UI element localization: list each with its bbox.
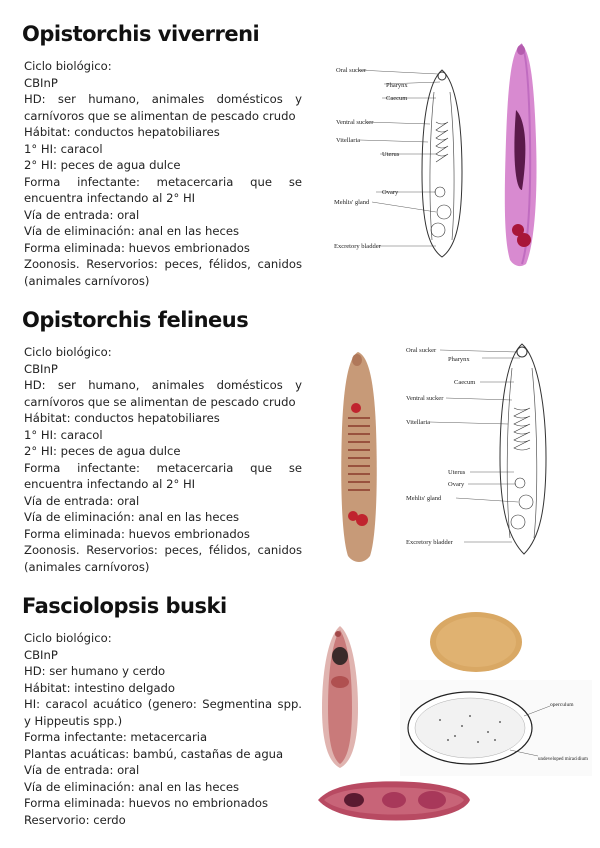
diagram-label: Ovary	[448, 481, 465, 488]
text-line: Vía de entrada: oral	[24, 207, 140, 222]
fluke-diagram	[332, 62, 482, 262]
section-title: Opistorchis felineus	[22, 308, 249, 332]
egg-label: operculum	[550, 702, 574, 708]
text-line: HD: ser humano, animales domésticos y carnívoros que se alimentan de pescado crudo	[24, 92, 302, 123]
text-line: Hábitat: conductos hepatobiliares	[24, 125, 220, 139]
section-opistorchis-felineus	[0, 290, 600, 580]
stained-specimen-image	[496, 40, 546, 270]
text-line: 2° HI: peces de agua dulce	[24, 444, 181, 458]
text-line: 1° HI: caracol	[24, 141, 103, 156]
text-line: CBInP	[24, 361, 58, 376]
text-line: Forma eliminada: huevos no embrionados	[24, 796, 269, 810]
text-line: Ciclo biológico:	[24, 631, 112, 645]
diagram-label: Uterus	[448, 469, 466, 476]
text-line: 1° HI: caracol	[24, 427, 103, 442]
egg-label: undeveloped miracidium	[538, 757, 588, 762]
text-line: Vía de eliminación: anal en las heces	[24, 510, 239, 524]
section-body	[24, 630, 302, 828]
text-line: Forma infectante: metacercaria que se encuentra infectando al 2° HI	[24, 174, 302, 205]
text-line: HI: caracol acuático (genero: Segmentina spp. y Hippeutis spp.)	[24, 697, 302, 728]
section-title: Fasciolopsis buski	[22, 594, 227, 618]
diagram-label: Ovary	[382, 189, 399, 196]
stained-specimen-image	[318, 622, 362, 772]
diagram-label: Mehlis' gland	[406, 495, 442, 502]
text-line: Ciclo biológico:	[24, 59, 112, 73]
diagram-label: Pharynx	[448, 356, 470, 363]
diagram-label: Caecum	[386, 95, 408, 102]
text-line: HD: ser humano, animales domésticos y carnívoros que se alimentan de pescado crudo	[24, 378, 302, 409]
text-line: Plantas acuáticas: bambú, castañas de agua	[24, 746, 284, 761]
text-line: CBInP	[24, 647, 58, 662]
egg-diagram	[400, 680, 592, 776]
diagram-label: Mehlis' gland	[334, 199, 370, 206]
diagram-label: Ventral sucker	[406, 395, 444, 402]
text-line: Forma infectante: metacercaria que se encuentra infectando al 2° HI	[24, 460, 302, 491]
diagram-label: Uterus	[382, 151, 400, 158]
text-line: Forma eliminada: huevos embrionados	[24, 526, 250, 541]
section-body	[24, 344, 302, 575]
text-line: Zoonosis. Reservorios: peces, félidos, canidos (animales carnívoros)	[24, 543, 302, 574]
text-line: 2° HI: peces de agua dulce	[24, 158, 181, 172]
text-line: Hábitat: conductos hepatobiliares	[24, 411, 220, 425]
text-line: Vía de entrada: oral	[24, 763, 140, 777]
text-line: Zoonosis. Reservorios: peces, félidos, canidos (animales carnívoros)	[24, 257, 302, 288]
fluke-diagram	[400, 338, 565, 562]
diagram-label: Ventral sucker	[336, 119, 374, 126]
text-line: Vía de entrada: oral	[24, 493, 140, 508]
diagram-label: Pharynx	[386, 82, 408, 89]
stained-specimen-image	[336, 348, 386, 566]
egg-photo	[428, 610, 524, 674]
diagram-label: Excretory bladder	[334, 243, 381, 250]
text-line: Vía de eliminación: anal en las heces	[24, 224, 239, 238]
section-opistorchis-viverreni	[0, 0, 600, 290]
diagram-label: Vitellaria	[336, 137, 361, 144]
diagram-label: Caecum	[454, 379, 476, 386]
text-line: Ciclo biológico:	[24, 345, 112, 359]
section-body	[24, 58, 302, 289]
text-line: HD: ser humano y cerdo	[24, 664, 166, 678]
diagram-label: Vitellaria	[406, 419, 431, 426]
stained-specimen-image	[314, 776, 474, 826]
text-line: Hábitat: intestino delgado	[24, 680, 176, 695]
section-fasciolopsis-buski	[0, 580, 600, 848]
text-line: CBInP	[24, 75, 58, 90]
diagram-label: Excretory bladder	[406, 539, 453, 546]
diagram-label: Oral sucker	[336, 67, 367, 74]
text-line: Reservorio: cerdo	[24, 812, 126, 827]
text-line: Vía de eliminación: anal en las heces	[24, 779, 239, 794]
text-line: Forma eliminada: huevos embrionados	[24, 240, 250, 255]
section-title: Opistorchis viverreni	[22, 22, 260, 46]
text-line: Forma infectante: metacercaria	[24, 730, 208, 744]
diagram-label: Oral sucker	[406, 347, 437, 354]
